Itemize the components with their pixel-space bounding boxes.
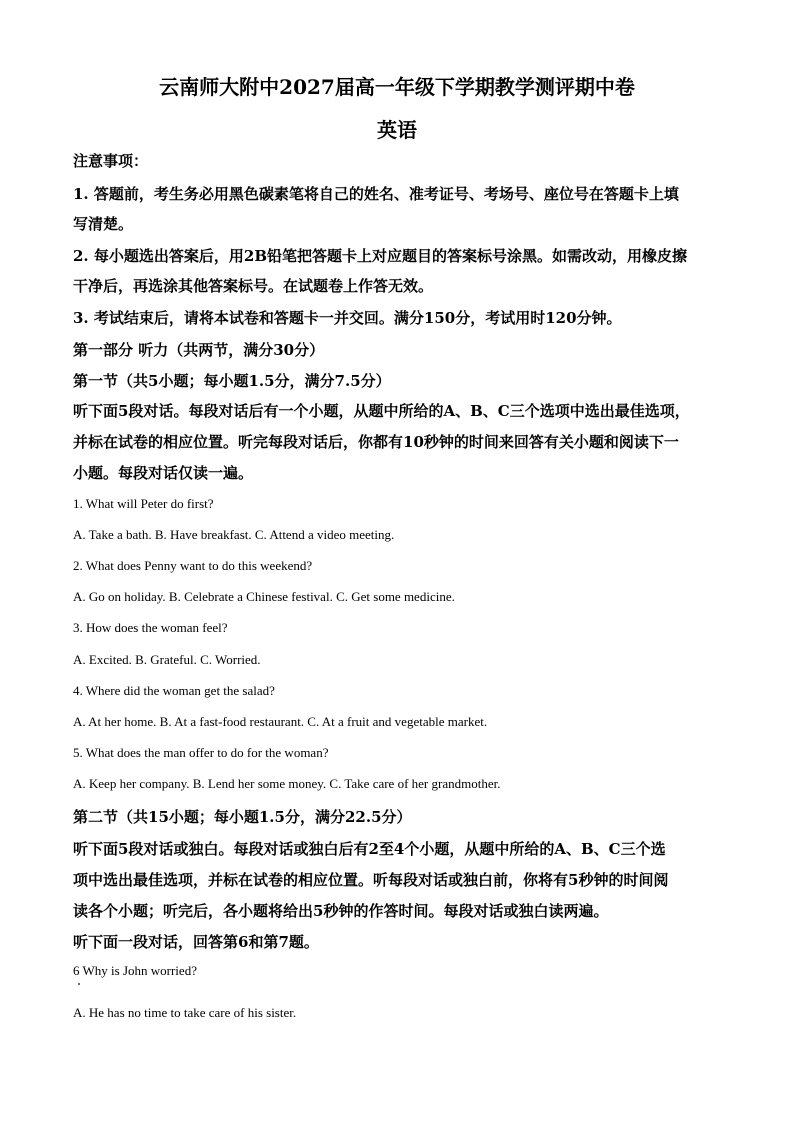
notice-item-1-line-2: 写清楚。 xyxy=(73,215,134,233)
part1-heading: 第一部分 听力（共两节，满分30分） xyxy=(73,341,325,359)
group-intro-6-7: 听下面一段对话，回答第6和第7题。 xyxy=(73,933,319,951)
section2-instruction-line-2: 项中选出最佳选项，并标在试卷的相应位置。听每段对话或独白前，你将有5秒钟的时间阅 xyxy=(73,871,669,889)
section1-heading: 第一节（共5小题；每小题1.5分，满分7.5分） xyxy=(73,372,391,390)
exam-title: 云南师大附中2027届高一年级下学期教学测评期中卷 xyxy=(159,75,635,99)
question-4: 4. Where did the woman get the salad? xyxy=(73,683,275,698)
question-6: 6 Why is John worried? xyxy=(73,963,197,978)
section1-instruction-line-2: 并标在试卷的相应位置。听完每段对话后，你都有10秒钟的时间来回答有关小题和阅读下一 xyxy=(73,433,679,451)
notice-item-2-line-2: 干净后，再选涂其他答案标号。在试题卷上作答无效。 xyxy=(73,277,434,295)
question-1-options: A. Take a bath. B. Have breakfast. C. Attend a video meeting. xyxy=(73,527,395,542)
section1-instruction-line-1: 听下面5段对话。每段对话后有一个小题，从题中所给的A、B、C三个选项中选出最佳选项， xyxy=(73,402,690,420)
question-6-option-a: A. He has no time to take care of his sister. xyxy=(73,1005,297,1020)
notice-item-1-line-1: 1. 答题前，考生务必用黑色碳素笔将自己的姓名、准考证号、考场号、座位号在答题卡上填 xyxy=(73,185,679,203)
notice-item-3: 3. 考试结束后，请将本试卷和答题卡一并交回。满分150分，考试用时120分钟。 xyxy=(73,309,622,327)
question-5: 5. What does the man offer to do for the woman? xyxy=(73,745,329,760)
question-3-options: A. Excited. B. Grateful. C. Worried. xyxy=(73,652,261,667)
question-2: 2. What does Penny want to do this weekend? xyxy=(73,558,313,573)
stray-mark xyxy=(78,983,80,985)
section2-heading: 第二节（共15小题；每小题1.5分，满分22.5分） xyxy=(73,808,412,826)
question-3: 3. How does the woman feel? xyxy=(73,620,228,635)
section1-instruction-line-3: 小题。每段对话仅读一遍。 xyxy=(73,464,254,482)
section2-instruction-line-1: 听下面5段对话或独白。每段对话或独白后有2至4个小题，从题中所给的A、B、C三个选 xyxy=(73,840,666,858)
question-4-options: A. At her home. B. At a fast-food restaurant. C. At a fruit and vegetable market. xyxy=(73,714,488,729)
section2-instruction-line-3: 读各个小题；听完后，各小题将给出5秒钟的作答时间。每段对话或独白读两遍。 xyxy=(73,902,609,920)
notice-item-2-line-1: 2. 每小题选出答案后，用2B铅笔把答题卡上对应题目的答案标号涂黑。如需改动，用橡皮擦 xyxy=(73,247,688,265)
question-1: 1. What will Peter do first? xyxy=(73,496,214,511)
notice-heading: 注意事项： xyxy=(73,152,149,170)
question-2-options: A. Go on holiday. B. Celebrate a Chinese festival. C. Get some medicine. xyxy=(73,589,455,604)
question-5-options: A. Keep her company. B. Lend her some money. C. Take care of her grandmother. xyxy=(73,776,501,791)
subject-title: 英语 xyxy=(377,118,417,142)
